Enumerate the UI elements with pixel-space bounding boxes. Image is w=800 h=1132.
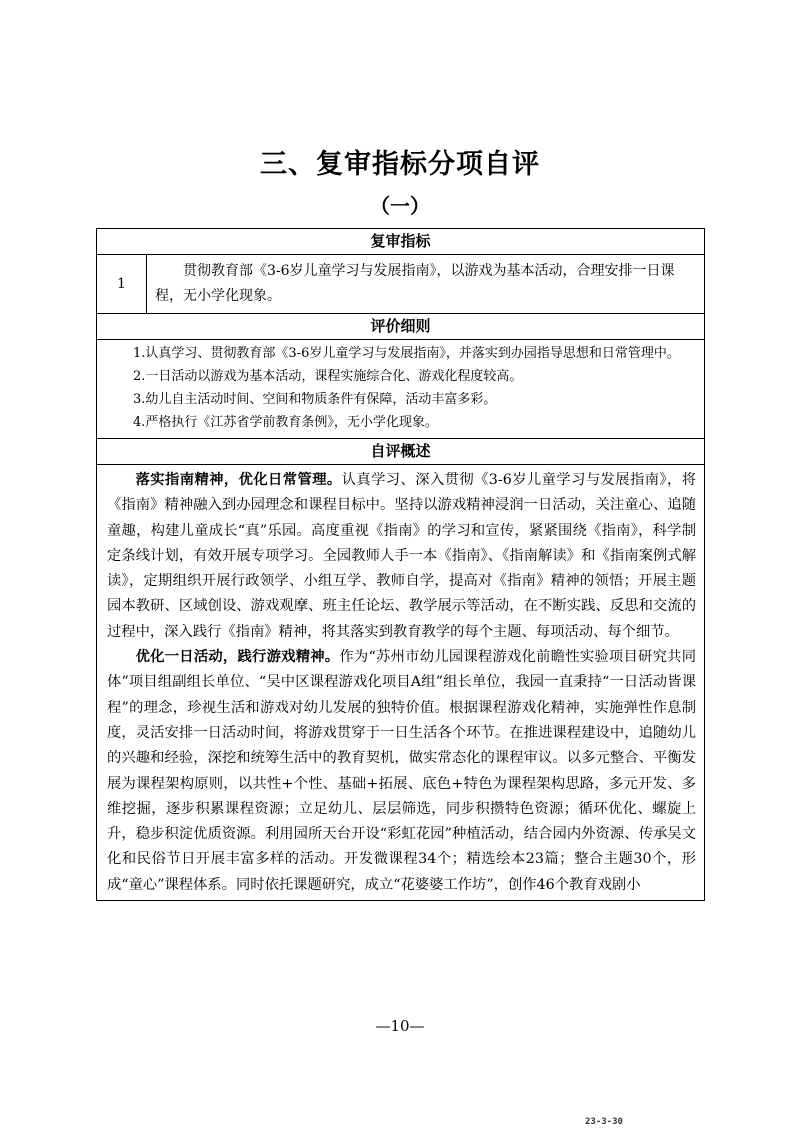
criteria-list <box>97 340 705 439</box>
criteria-item: 3.幼儿自主活动时间、空间和物质条件有保障，活动丰富多彩。 <box>133 392 497 407</box>
summary-content <box>97 465 705 901</box>
indicator-number: 1 <box>97 255 147 314</box>
page-title: 三、复审指标分项自评 <box>260 149 540 180</box>
summary-body: 作为“苏州市幼儿园课程游戏化前瞻性实验项目研究共同体”项目组副组长单位、“吴中区课程游戏化项目A组”组长单位，我园一直秉持“一日活动皆课程”的理念，珍视生活和游戏对幼儿发展的独特价值。根据课程游戏化精神，实施弹性作息制度，灵活安排一日活动时间，将游戏贯穿于一日生活各个环节。在推进课程建设中，追随幼儿的兴趣和经验，深挖和统筹生活中的教育契机，做实常态化的课程审议。以多元整合、平衡发展为课程架构原则，以共性+个性、基础+拓展、底色+特色为课程架构思路，多元开发、多维挖掘，逐步积累课程资源；立足幼儿、层层筛选，同步积攒特色资源；循环优化、螺旋上升，稳步积淀优质资源。利用园所天台开设“彩虹花园”种植活动，结合园内外资源、传承吴文化和民俗节日开展丰富多样的活动。开发微课程34个；精选绘本23篇；整合主题30个，形成“童心”课程体系。同时依托课题研究，成立“花婆婆工作坊”，创作46个教育戏剧小 <box>107 649 697 893</box>
page-number: —10— <box>375 1017 425 1035</box>
section-header-summary: 自评概述 <box>97 439 705 465</box>
date-stamp: 23-3-30 <box>585 1117 623 1127</box>
section-header-indicators: 复审指标 <box>97 229 705 255</box>
criteria-item: 1.认真学习、贯彻教育部《3-6岁儿童学习与发展指南》，并落实到办园指导思想和日常管理中。 <box>133 346 680 361</box>
summary-paragraph <box>107 468 696 645</box>
summary-paragraph <box>107 645 696 898</box>
page-subtitle: （一） <box>370 194 430 218</box>
criteria-item: 2.一日活动以游戏为基本活动，课程实施综合化、游戏化程度较高。 <box>133 369 523 384</box>
section-header-criteria: 评价细则 <box>97 314 705 340</box>
summary-lead: 落实指南精神，优化日常管理。 <box>135 472 342 488</box>
summary-body: 认真学习、深入贯彻《3-6岁儿童学习与发展指南》，将《指南》精神融入到办园理念和课程目标中。坚持以游戏精神浸润一日活动，关注童心、追随童趣，构建儿童成长“真”乐园。高度重视《指南》的学习和宣传，紧紧围绕《指南》，科学制定条线计划，有效开展专项学习。全园教师人手一本《指南》、《指南解读》和《指南案例式解读》，定期组织开展行政领学、小组互学、教师自学，提高对《指南》精神的领悟；开展主题园本教研、区域创设、游戏观摩、班主任论坛、教学展示等活动，在不断实践、反思和交流的过程中，深入践行《指南》精神，将其落实到教育教学的每个主题、每项活动、每个细节。 <box>107 472 697 640</box>
criteria-item: 4.严格执行《江苏省学前教育条例》，无小学化现象。 <box>133 415 438 430</box>
evaluation-table <box>96 228 705 901</box>
summary-lead: 优化一日活动，践行游戏精神。 <box>135 649 340 666</box>
indicator-text: 贯彻教育部《3-6岁儿童学习与发展指南》，以游戏为基本活动，合理安排一日课程，无小学化现象。 <box>147 255 705 314</box>
